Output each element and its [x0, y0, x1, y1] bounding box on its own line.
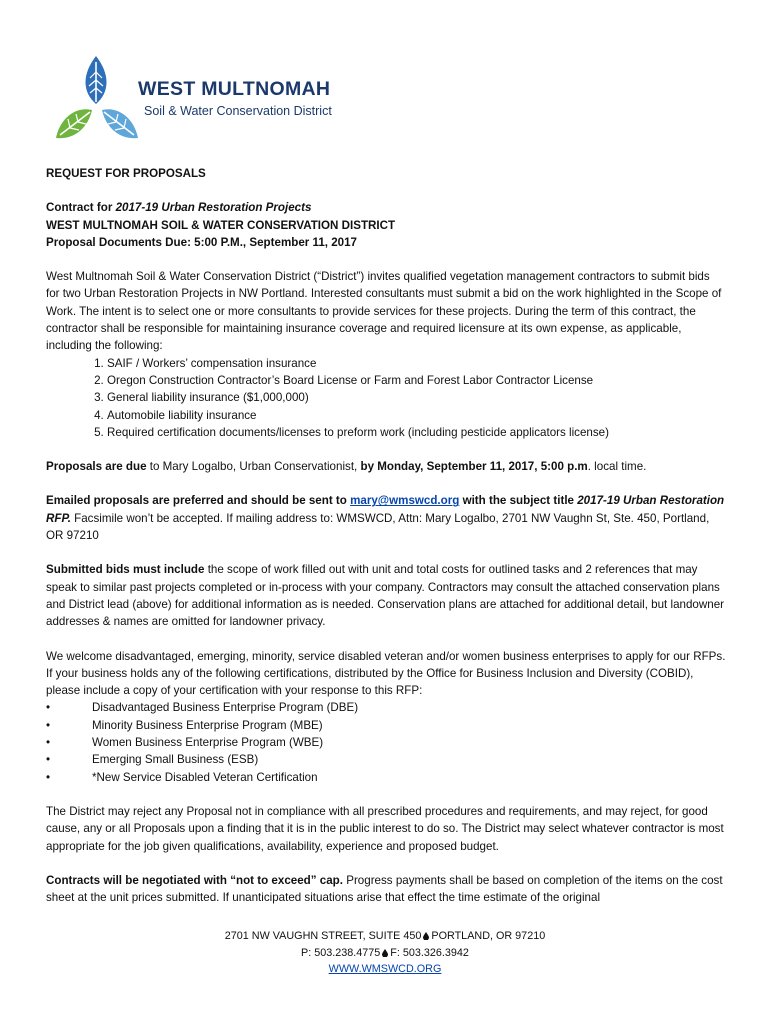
- list-item: • Disadvantaged Business Enterprise Program (DBE): [46, 701, 359, 715]
- footer-address: 2701 NW VAUGHN STREET, SUITE 450 PORTLAND, OR 97210: [224, 930, 546, 942]
- list-item: 1. SAIF / Workers’ compensation insurance: [107, 355, 726, 372]
- intro-paragraph: West Multnomah Soil & Water Conservation District (“District”) invites qualified vegetation management contractors to submit bids for two Urban Restoration Projects in NW Portland. Interested consultants must submit a bid on the work highlighted in the Scope of Work. The intent is to select one or more consultants to provide services for these projects. During the term of this contract, the contractor shall be responsible for maintaining insurance coverage and required licensure at its own expense, as applicable, including the following:: [46, 270, 722, 353]
- list-item: 2. Oregon Construction Contractor’s Board License or Farm and Forest Labor Contractor License: [107, 372, 726, 389]
- logo-subtitle: Soil & Water Conservation District: [144, 104, 332, 118]
- list-item: • Emerging Small Business (ESB): [46, 753, 259, 767]
- water-drop-icon: [423, 932, 429, 940]
- list-item: 4. Automobile liability insurance: [107, 407, 726, 424]
- document-body: [46, 165, 726, 906]
- email-paragraph: Emailed proposals are preferred and should be sent to mary@wmswcd.org with the subject title 2017-19 Urban Restoration RFP. Facsimile won’t be accepted. If mailing address to: WMSWCD, Attn: Mary Logalbo, 2701 NW Vaughn St, Ste. 450, Portland, OR 97210: [46, 494, 725, 543]
- reject-paragraph: The District may reject any Proposal not in compliance with all prescribed procedures and requirements, and may reject, for good cause, any or all Proposals upon a finding that it is in the public interest to do so. The District may select whatever contractor is most appropriate for the job given qualifications, availability, experience and proposed budget.: [46, 804, 724, 853]
- water-drop-icon: [382, 949, 388, 957]
- contract-line: Contract for 2017-19 Urban Restoration Projects: [46, 201, 312, 215]
- organization-logo: [52, 52, 352, 147]
- rfp-heading: REQUEST FOR PROPOSALS: [46, 167, 206, 180]
- list-item: 3. General liability insurance ($1,000,000): [107, 389, 726, 406]
- page-footer: [0, 928, 770, 978]
- logo-title: WEST MULTNOMAH: [138, 78, 331, 100]
- welcome-paragraph: We welcome disadvantaged, emerging, minority, service disabled veteran and/or women business enterprises to apply for our RFPs. If your business holds any of the following certifications, distributed by the Office for Business Inclusion and Diversity (COBID), please include a copy of your certification with your response to this RFP:: [46, 649, 726, 698]
- contract-title: 2017-19 Urban Restoration Projects: [115, 201, 312, 215]
- list-item: • *New Service Disabled Veteran Certification: [46, 770, 318, 784]
- proposals-due-paragraph: Proposals are due to Mary Logalbo, Urban Conservationist, by Monday, September 11, 2017, 5:00 p.m. local time.: [46, 460, 647, 474]
- certification-list: [46, 699, 726, 785]
- list-item: • Women Business Enterprise Program (WBE): [46, 736, 324, 750]
- email-link[interactable]: mary@wmswcd.org: [350, 494, 460, 508]
- leaf-logo-icon: [52, 52, 142, 147]
- list-item: 5. Required certification documents/licenses to preform work (including pesticide applicators license): [107, 424, 726, 441]
- footer-phone: P: 503.238.4775 F: 503.326.3942: [301, 946, 469, 959]
- requirements-list: [46, 355, 726, 441]
- contracts-paragraph: Contracts will be negotiated with “not to exceed” cap. Progress payments shall be based on completion of the items on the cost sheet at the unit prices submitted. If unanticipated situations arise that effect the time estimate of the original: [46, 873, 723, 905]
- website-link[interactable]: WWW.WMSWCD.ORG: [328, 963, 442, 975]
- bids-paragraph: Submitted bids must include the scope of work filled out with unit and total costs for outlined tasks and 2 references that may speak to similar past projects completed or in-process with your company. Contractors may consult the attached conservation plans and District lead (above) for additional information as is needed. Conservation plans are attached for additional detail, but landowner addresses & names are omitted for landowner privacy.: [46, 563, 724, 629]
- district-name: WEST MULTNOMAH SOIL & WATER CONSERVATION DISTRICT: [46, 218, 396, 232]
- due-date: Proposal Documents Due: 5:00 P.M., September 11, 2017: [46, 235, 358, 249]
- list-item: • Minority Business Enterprise Program (MBE): [46, 718, 323, 732]
